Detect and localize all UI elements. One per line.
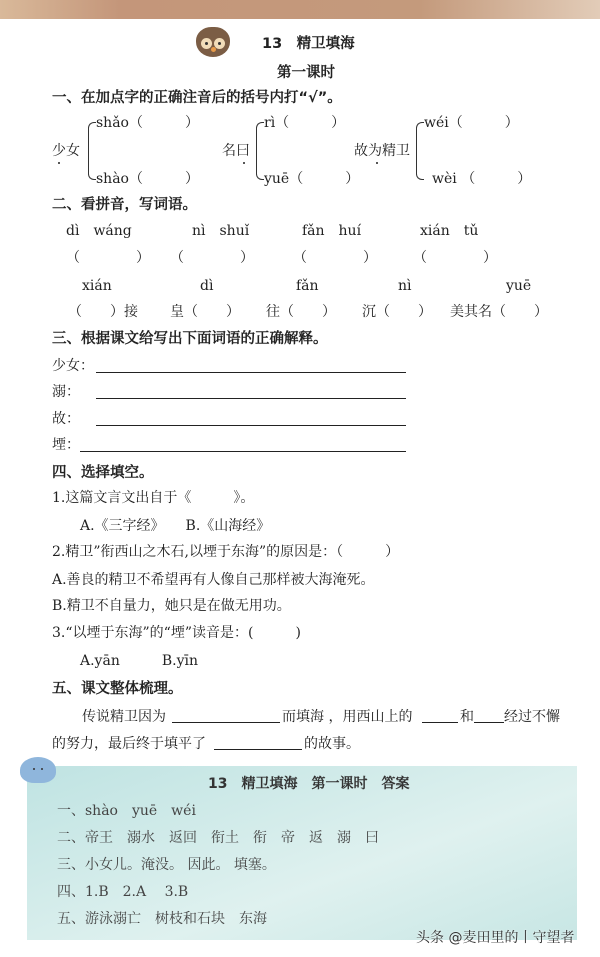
blank[interactable] [214, 749, 302, 750]
answer-line[interactable] [96, 425, 406, 426]
pinyin: dì wáng [66, 223, 132, 239]
text: 传说精卫因为 [82, 709, 166, 725]
answer-line[interactable] [96, 372, 406, 373]
option: shǎo（ ） [96, 115, 199, 131]
section-1-heading: 一、在加点字的正确注音后的括号内打“√”。 [52, 90, 342, 106]
answer-line[interactable] [96, 398, 406, 399]
brace [88, 122, 96, 180]
word-blank: 沉（ ） [362, 304, 432, 320]
brace [256, 122, 264, 180]
option: rì（ ） [264, 115, 346, 131]
brace [416, 122, 424, 180]
text: 而填海 ，用西山上的 [282, 709, 413, 725]
answer-line[interactable] [80, 451, 406, 452]
pinyin: fǎn huí [302, 223, 362, 239]
text: 的故事。 [304, 736, 360, 752]
word: 名曰 [222, 143, 250, 159]
word: 故为精卫 [354, 143, 410, 159]
pinyin: xián [82, 278, 112, 294]
section-3-heading: 三、根据课文给写出下面词语的正确解释。 [52, 331, 328, 347]
answer-paren[interactable]: （ ） [293, 250, 377, 266]
options: A.《三字经》 B.《山海经》 [80, 518, 271, 534]
options: A.yān B.yīn [80, 653, 198, 669]
pinyin: dì [200, 278, 214, 294]
option: shào（ ） [96, 171, 199, 187]
answer-title: 13 精卫填海 第一课时 答案 [208, 776, 410, 792]
blank[interactable] [422, 722, 458, 723]
answer-paren[interactable]: （ ） [66, 250, 150, 266]
pinyin: xián tǔ [420, 223, 479, 239]
watermark: 头条 @麦田里的丨守望者 [416, 930, 575, 946]
text: 和 [460, 709, 474, 725]
term: 少女： [52, 358, 94, 374]
option: wèi （ ） [432, 171, 532, 187]
page-title: 13 精卫填海 [262, 36, 355, 52]
section-4-heading: 四、选择填空。 [52, 465, 154, 481]
question: 3.“以堙于东海”的“堙”读音是：( ) [52, 625, 301, 641]
answer-paren[interactable]: （ ） [170, 250, 254, 266]
word-blank: 美其名（ ） [450, 304, 548, 320]
answer-line: 三、小女儿。淹没。 因此。 填塞。 [57, 857, 276, 873]
word: 少女 [52, 143, 80, 159]
answer-line: 五、游泳溺亡 树枝和石块 东海 [57, 911, 267, 927]
answer-paren[interactable]: （ ） [413, 250, 497, 266]
question: 1.这篇文言文出自于《 》。 [52, 490, 255, 506]
text: 的努力，最后终于填平了 [52, 736, 206, 752]
option: A.善良的精卫不希望再有人像自己那样被大海淹死。 [52, 572, 375, 588]
term: 溺： [52, 384, 80, 400]
option: wéi（ ） [424, 115, 519, 131]
header-band [0, 0, 600, 19]
blank[interactable] [172, 722, 280, 723]
text: 经过不懈 [504, 709, 560, 725]
term: 堙： [52, 437, 80, 453]
elephant-icon [20, 757, 56, 783]
owl-icon [196, 27, 230, 57]
page-subtitle: 第一课时 [277, 65, 335, 81]
word-blank: 皇（ ） [170, 304, 240, 320]
term: 故： [52, 411, 80, 427]
pinyin: yuē [506, 278, 532, 294]
answer-line: 四、1.B 2.A 3.B [57, 884, 189, 900]
word-blank: 往（ ） [266, 304, 336, 320]
option: B.精卫不自量力，她只是在做无用功。 [52, 598, 291, 614]
section-2-heading: 二、看拼音，写词语。 [52, 197, 197, 213]
answer-line: 二、帝王 溺水 返回 衔土 衔 帝 返 溺 曰 [57, 830, 379, 846]
word-blank: （ ）接 [68, 304, 138, 320]
pinyin: nì shuǐ [192, 223, 250, 239]
pinyin: fǎn [296, 278, 319, 294]
option: yuē（ ） [264, 171, 360, 187]
pinyin: nì [398, 278, 412, 294]
blank[interactable] [474, 722, 504, 723]
answer-line: 一、shào yuē wéi [57, 803, 196, 819]
section-5-heading: 五、课文整体梳理。 [52, 681, 183, 697]
question: 2.精卫”衔西山之木石,以堙于东海”的原因是：（ ） [52, 544, 400, 560]
